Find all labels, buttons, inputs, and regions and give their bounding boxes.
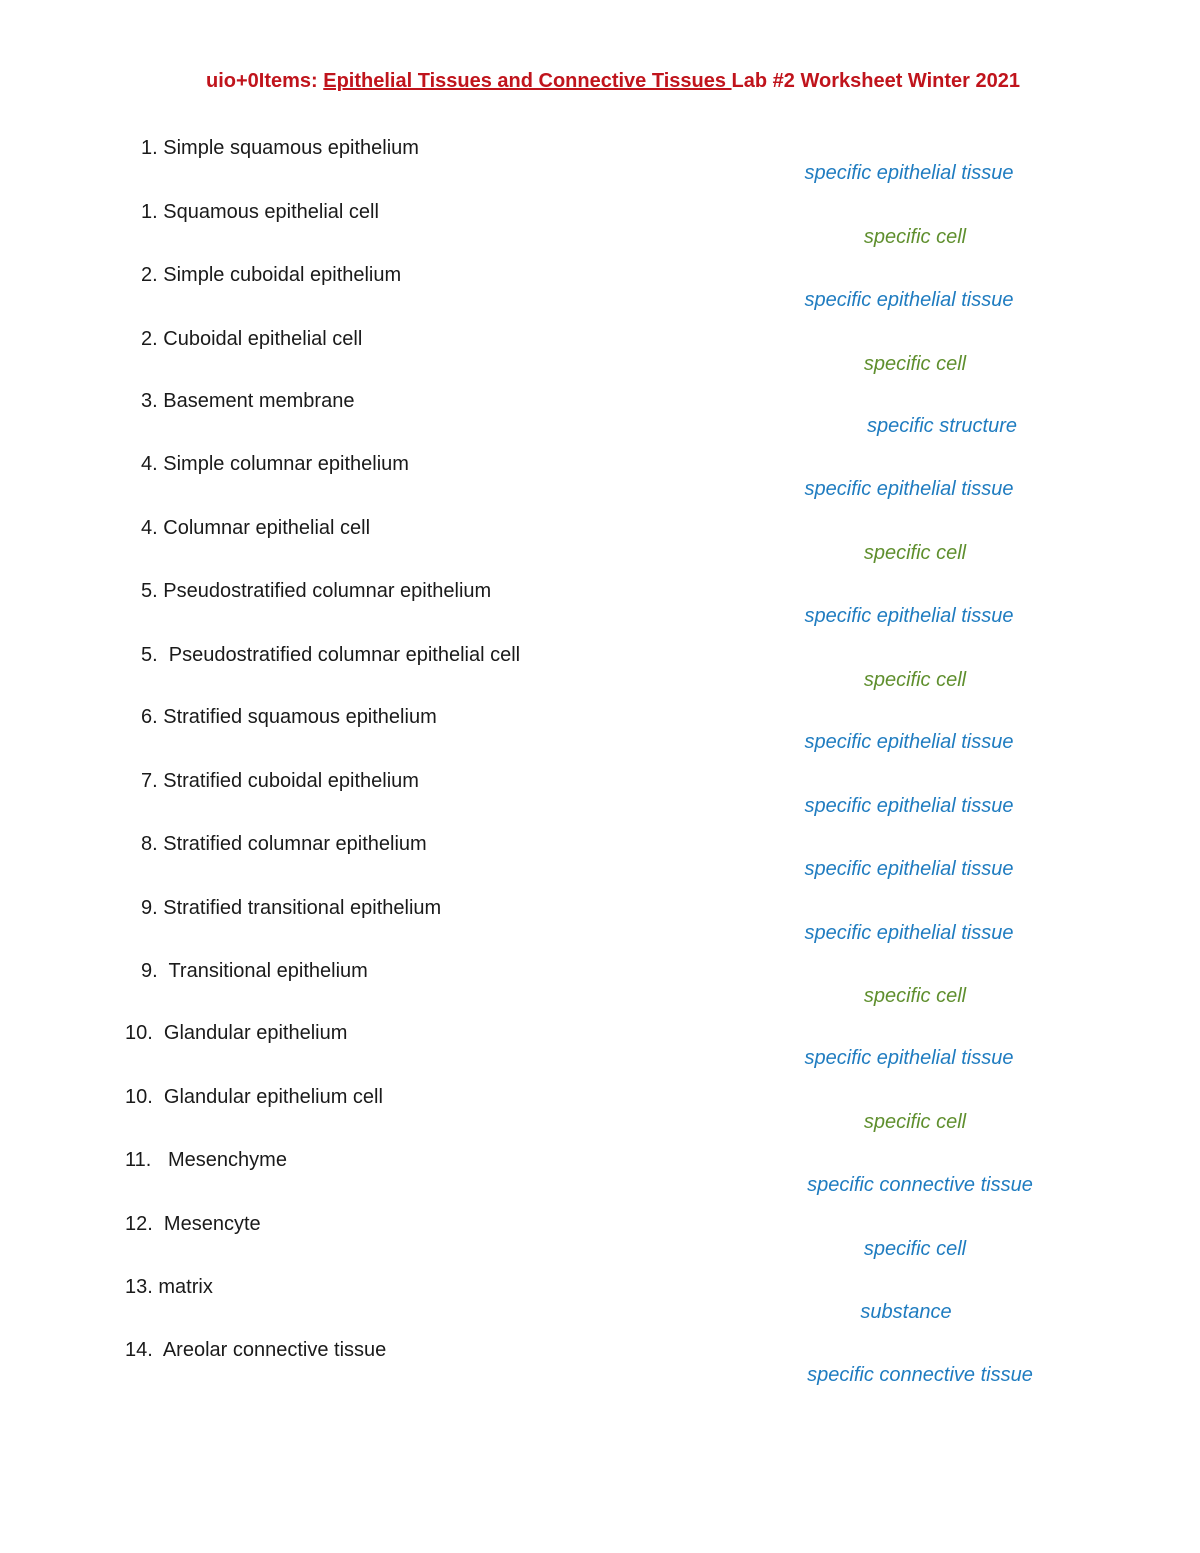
category-label: specific connective tissue — [807, 1174, 1033, 1196]
category-label: specific epithelial tissue — [804, 289, 1014, 311]
list-item — [0, 137, 1200, 201]
list-item — [0, 770, 1200, 834]
item-number: 4. — [141, 453, 158, 475]
item-number: 6. — [141, 706, 158, 728]
list-item — [0, 706, 1200, 770]
category-label: specific cell — [863, 226, 967, 248]
category-label: specific epithelial tissue — [804, 731, 1014, 753]
category-label: specific structure — [866, 415, 1018, 437]
list-item — [0, 1022, 1200, 1086]
category-label: specific cell — [863, 1111, 967, 1133]
list-item — [0, 328, 1200, 392]
term-label — [141, 201, 379, 224]
term-text: Columnar epithelial cell — [163, 517, 371, 539]
term-text: Stratified columnar epithelium — [163, 833, 427, 855]
item-number: 10. — [125, 1086, 153, 1108]
term-text: Stratified transitional epithelium — [163, 897, 442, 919]
category-label: substance — [860, 1301, 952, 1323]
term-label — [141, 390, 354, 413]
list-item — [0, 1086, 1200, 1150]
category-label: specific cell — [863, 1238, 967, 1260]
category-label: specific cell — [863, 985, 967, 1007]
item-number: 5. — [141, 580, 158, 602]
term-text: Simple columnar epithelium — [163, 453, 409, 475]
category-label: specific epithelial tissue — [804, 922, 1014, 944]
item-number: 2. — [141, 264, 158, 286]
item-number: 1. — [141, 137, 158, 159]
term-label — [125, 1339, 386, 1362]
term-text: matrix — [158, 1276, 213, 1298]
item-number: 9. — [141, 897, 158, 919]
term-label — [141, 328, 362, 351]
title-rest: Lab #2 Worksheet Winter 2021 — [731, 70, 1020, 92]
category-label: specific epithelial tissue — [804, 605, 1014, 627]
list-item — [0, 264, 1200, 328]
item-number: 3. — [141, 390, 158, 412]
category-label: specific cell — [863, 542, 967, 564]
list-item — [0, 1149, 1200, 1213]
term-text: Pseudostratified columnar epithelial cell — [163, 644, 521, 666]
term-text: Squamous epithelial cell — [163, 201, 379, 223]
list-item — [0, 1339, 1200, 1403]
term-text: Transitional epithelium — [163, 960, 368, 982]
term-label — [125, 1276, 213, 1299]
term-text: Mesencyte — [158, 1213, 261, 1235]
list-item — [0, 897, 1200, 961]
list-item — [0, 390, 1200, 454]
term-label — [141, 137, 419, 160]
term-text: Mesenchyme — [156, 1149, 287, 1171]
term-text: Stratified cuboidal epithelium — [163, 770, 419, 792]
list-item — [0, 201, 1200, 265]
item-number: 12. — [125, 1213, 153, 1235]
term-text: Stratified squamous epithelium — [163, 706, 437, 728]
term-text: Glandular epithelium — [158, 1022, 348, 1044]
term-label — [125, 1149, 287, 1172]
term-label — [125, 1086, 383, 1109]
term-label — [141, 453, 409, 476]
category-label: specific cell — [863, 353, 967, 375]
term-label — [141, 706, 437, 729]
list-item — [0, 1213, 1200, 1277]
item-number: 10. — [125, 1022, 153, 1044]
term-text: Simple squamous epithelium — [163, 137, 419, 159]
title-prefix: uio+0Items: — [205, 70, 324, 92]
item-number: 8. — [141, 833, 158, 855]
category-label: specific connective tissue — [807, 1364, 1033, 1386]
term-label — [141, 770, 419, 793]
item-number: 7. — [141, 770, 158, 792]
term-label — [141, 517, 370, 540]
worksheet-title — [0, 70, 1200, 93]
term-text: Cuboidal epithelial cell — [163, 328, 363, 350]
category-label: specific epithelial tissue — [804, 858, 1014, 880]
list-item — [0, 517, 1200, 581]
term-label — [141, 580, 491, 603]
term-label — [141, 833, 427, 856]
item-number: 2. — [141, 328, 158, 350]
item-number: 1. — [141, 201, 158, 223]
item-number: 5. — [141, 644, 158, 666]
category-label: specific epithelial tissue — [804, 1047, 1014, 1069]
term-label — [141, 897, 441, 920]
category-label: specific epithelial tissue — [804, 478, 1014, 500]
category-label: specific cell — [863, 669, 967, 691]
term-text: Basement membrane — [163, 390, 355, 412]
list-item — [0, 580, 1200, 644]
term-label — [125, 1022, 347, 1045]
item-number: 11. — [125, 1149, 152, 1171]
list-item — [0, 1276, 1200, 1340]
term-text: Areolar connective tissue — [158, 1339, 387, 1361]
term-label — [141, 960, 368, 983]
term-text: Glandular epithelium cell — [158, 1086, 383, 1108]
term-label — [141, 264, 401, 287]
term-label — [141, 644, 520, 667]
category-label: specific epithelial tissue — [804, 162, 1014, 184]
item-number: 14. — [125, 1339, 153, 1361]
item-number: 13. — [125, 1276, 153, 1298]
list-item — [0, 833, 1200, 897]
list-item — [0, 644, 1200, 708]
item-number: 4. — [141, 517, 158, 539]
term-label — [125, 1213, 261, 1236]
category-label: specific epithelial tissue — [804, 795, 1014, 817]
term-text: Simple cuboidal epithelium — [163, 264, 402, 286]
item-number: 9. — [141, 960, 158, 982]
title-underlined: Epithelial Tissues and Connective Tissues — [323, 70, 732, 92]
list-item — [0, 960, 1200, 1024]
term-text: Pseudostratified columnar epithelium — [163, 580, 492, 602]
list-item — [0, 453, 1200, 517]
